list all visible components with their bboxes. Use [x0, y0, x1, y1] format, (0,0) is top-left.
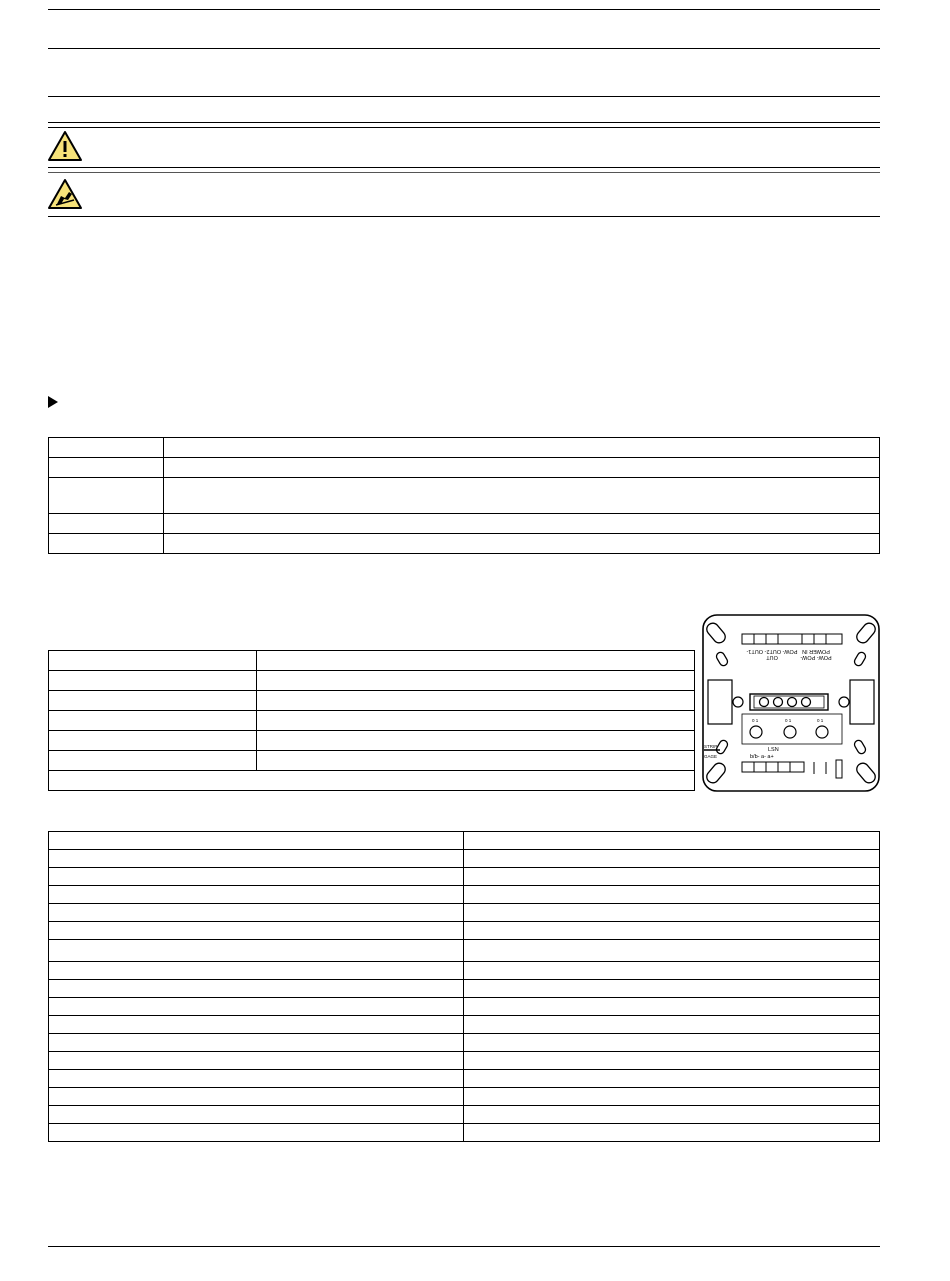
- table-cell: [49, 691, 257, 711]
- table-cell: [49, 1106, 464, 1124]
- strip-label: STRIP: [704, 744, 718, 749]
- table-row: [49, 731, 695, 751]
- table-row: [49, 534, 880, 554]
- table-row: [49, 1034, 880, 1052]
- out-label: OUT: [766, 654, 778, 660]
- table-cell: [49, 998, 464, 1016]
- power-out-label: POW- OUT2- OUT1-: [746, 648, 798, 654]
- table-cell: [49, 886, 464, 904]
- table-row: [49, 711, 695, 731]
- table-cell: [257, 671, 695, 691]
- table-cell: [49, 1070, 464, 1088]
- footer-rule: [48, 1246, 880, 1247]
- table-cell: [49, 438, 164, 458]
- table-cell: [164, 458, 880, 478]
- esd-warning-icon: [47, 178, 83, 210]
- table-cell: [464, 1052, 880, 1070]
- table-cell: [49, 534, 164, 554]
- warning-triangle-icon: [47, 130, 83, 162]
- table-footer-row: [49, 771, 695, 791]
- power-in-label: POWER IN: [802, 648, 830, 654]
- table-cell: [464, 980, 880, 998]
- table-2: [48, 650, 695, 791]
- table-1: [48, 437, 880, 554]
- title-rule: [48, 48, 880, 49]
- table-cell: [49, 904, 464, 922]
- table-cell: [464, 1088, 880, 1106]
- table-cell: [464, 1016, 880, 1034]
- gauge-label: GAGE: [704, 754, 718, 759]
- table-cell: [49, 832, 464, 850]
- table-cell: [49, 731, 257, 751]
- top-rule: [48, 9, 880, 10]
- table-cell: [49, 1088, 464, 1106]
- table-cell: [464, 962, 880, 980]
- table-cell: [464, 940, 880, 962]
- switch-digit: 0 1: [817, 718, 824, 723]
- table-cell: [464, 904, 880, 922]
- table-row: [49, 962, 880, 980]
- notice-divider: [48, 167, 880, 168]
- lsn-label: LSN: [768, 747, 779, 753]
- table-cell: [464, 1034, 880, 1052]
- table-cell: [464, 868, 880, 886]
- table-cell: [49, 1124, 464, 1142]
- table-cell: [49, 868, 464, 886]
- table-row: [49, 868, 880, 886]
- table-row: [49, 832, 880, 850]
- table-cell: [49, 458, 164, 478]
- notice-rule: [48, 127, 880, 128]
- table-cell: [257, 691, 695, 711]
- table-cell: [464, 1124, 880, 1142]
- notice-divider-2: [48, 172, 880, 173]
- table-cell: [49, 1016, 464, 1034]
- table-cell: [49, 671, 257, 691]
- table-3: [48, 831, 880, 1142]
- table-row: [49, 438, 880, 458]
- table-cell: [464, 1106, 880, 1124]
- table-cell: [49, 962, 464, 980]
- table-cell: [464, 832, 880, 850]
- pow-label: POW- POW-: [800, 654, 832, 660]
- switch-digit: 0 1: [752, 718, 759, 723]
- table-row: [49, 998, 880, 1016]
- table-cell: [49, 651, 257, 671]
- table-cell: [464, 998, 880, 1016]
- table-row: [49, 671, 695, 691]
- table-row: [49, 980, 880, 998]
- lsn-terminals-label: b/b- a- a+: [750, 754, 774, 760]
- table-row: [49, 691, 695, 711]
- table-row: [49, 940, 880, 962]
- table-cell: [257, 751, 695, 771]
- table-row: [49, 922, 880, 940]
- table-cell: [257, 711, 695, 731]
- table-cell: [49, 478, 164, 514]
- table-cell: [49, 1034, 464, 1052]
- table-cell: [464, 850, 880, 868]
- table-cell: [164, 514, 880, 534]
- play-arrow-icon: [48, 396, 58, 408]
- table-row: [49, 904, 880, 922]
- table-cell: [49, 1052, 464, 1070]
- table-cell: [464, 922, 880, 940]
- table-cell: [49, 711, 257, 731]
- table-footer-cell: [49, 771, 695, 791]
- table-row: [49, 514, 880, 534]
- table-row: [49, 1052, 880, 1070]
- table-row: [49, 886, 880, 904]
- table-cell: [49, 850, 464, 868]
- table-row: [49, 1124, 880, 1142]
- table-row: [49, 1016, 880, 1034]
- table-row: [49, 1070, 880, 1088]
- table-row: [49, 850, 880, 868]
- notice-top-rule: [48, 122, 880, 123]
- table-cell: [164, 534, 880, 554]
- table-cell: [49, 514, 164, 534]
- table-cell: [49, 980, 464, 998]
- module-device-illustration: [702, 614, 880, 792]
- table-cell: [257, 651, 695, 671]
- table-row: [49, 751, 695, 771]
- table-row: [49, 1106, 880, 1124]
- esd-bottom-rule: [48, 216, 880, 217]
- table-cell: [464, 886, 880, 904]
- switch-digit: 0 1: [785, 718, 792, 723]
- table-cell: [49, 922, 464, 940]
- table-row: [49, 478, 880, 514]
- table-cell: [257, 731, 695, 751]
- table-cell: [49, 940, 464, 962]
- table-cell: [164, 438, 880, 458]
- table-row: [49, 458, 880, 478]
- table-cell: [464, 1070, 880, 1088]
- section-rule: [48, 96, 880, 97]
- table-cell: [164, 478, 880, 514]
- table-row: [49, 1088, 880, 1106]
- table-cell: [49, 751, 257, 771]
- table-row: [49, 651, 695, 671]
